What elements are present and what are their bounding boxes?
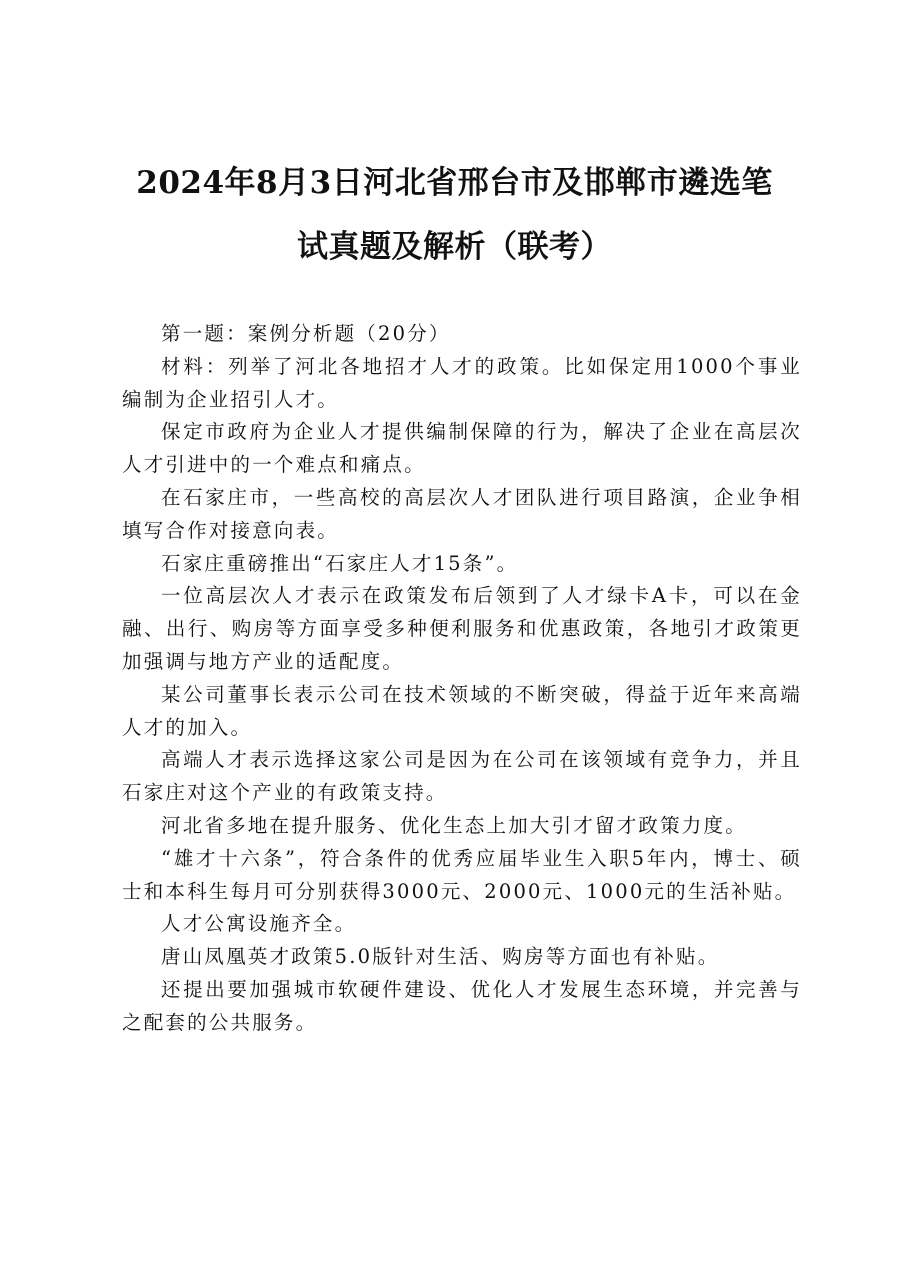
paragraph: 在石家庄市，一些高校的高层次人才团队进行项目路演，企业争相填写合作对接意向表。 bbox=[122, 485, 802, 542]
paragraph: 高端人才表示选择这家公司是因为在公司在该领域有竞争力，并且石家庄对这个产业的有政策支持。 bbox=[122, 748, 802, 805]
paragraph: 石家庄重磅推出“石家庄人才15条”。 bbox=[161, 551, 519, 575]
document-body bbox=[122, 318, 802, 1040]
question-heading: 第一题：案例分析题（20分） bbox=[161, 322, 451, 345]
paragraph: 保定市政府为企业人才提供编制保障的行为，解决了企业在高层次人才引进中的一个难点和痛点。 bbox=[122, 420, 802, 477]
paragraph: 材料：列举了河北各地招才人才的政策。比如保定用1000个事业编制为企业招引人才。 bbox=[122, 354, 802, 411]
paragraph: “雄才十六条”，符合条件的优秀应届毕业生入职5年内，博士、硕士和本科生每月可分别获得3000元、2000元、1000元的生活补贴。 bbox=[122, 846, 802, 903]
paragraph: 某公司董事长表示公司在技术领域的不断突破，得益于近年来高端人才的加入。 bbox=[122, 682, 802, 739]
paragraph: 人才公寓设施齐全。 bbox=[161, 912, 357, 936]
document-title-line-2: 试真题及解析（联考） bbox=[297, 229, 612, 265]
paragraph: 唐山凤凰英才政策5.0版针对生活、购房等方面也有补贴。 bbox=[161, 945, 720, 969]
paragraph: 河北省多地在提升服务、优化生态上加大引才留才政策力度。 bbox=[161, 813, 747, 837]
paragraph: 一位高层次人才表示在政策发布后领到了人才绿卡A卡，可以在金融、出行、购房等方面享受多种便利服务和优惠政策，各地引才政策更加强调与地方产业的适配度。 bbox=[122, 584, 802, 673]
document-title-line-1: 2024年8月3日河北省邢台市及邯郸市遴选笔 bbox=[136, 165, 773, 201]
paragraph: 还提出要加强城市软硬件建设、优化人才发展生态环境，并完善与之配套的公共服务。 bbox=[122, 977, 802, 1034]
